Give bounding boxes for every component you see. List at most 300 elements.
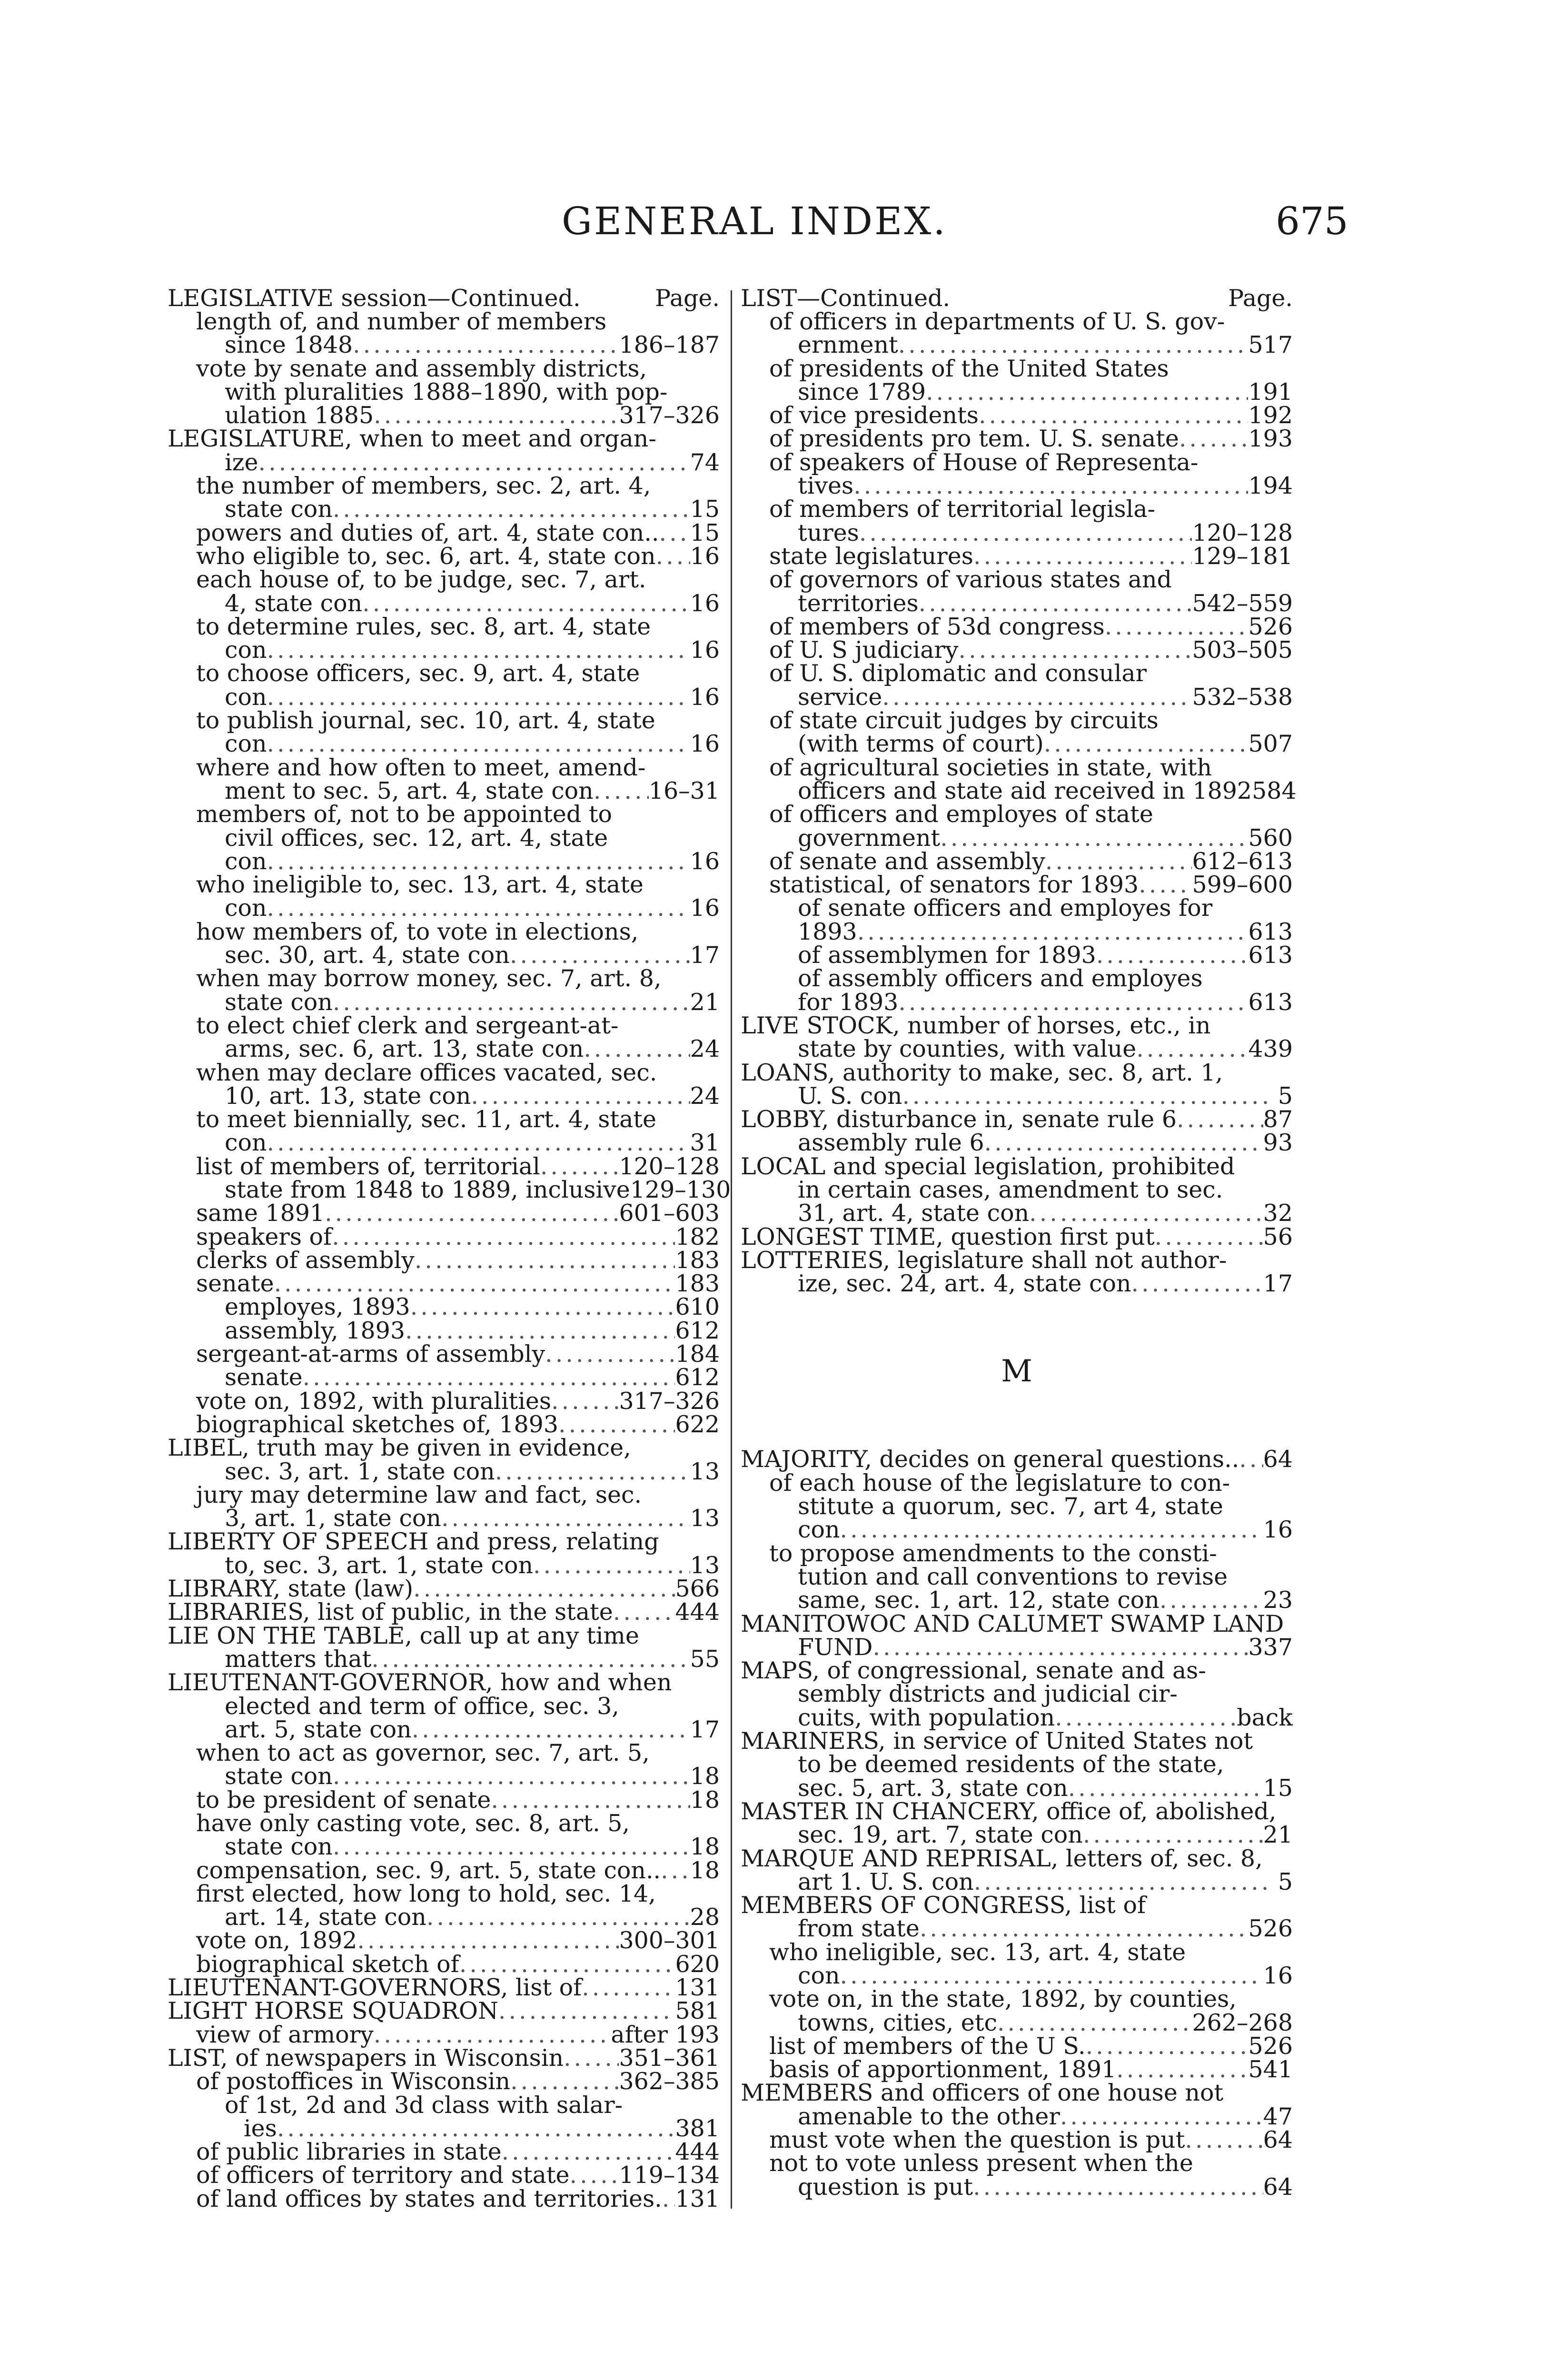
entry-text: ulation 1885: [225, 402, 374, 429]
index-entry: [741, 1821, 1293, 1849]
entry-text: state con: [225, 1763, 333, 1790]
right-column-heading: [741, 287, 1293, 310]
left-column: [168, 285, 731, 2212]
entry-text: powers and duties of, art. 4, state con..: [196, 519, 659, 546]
index-entry: [741, 310, 1293, 333]
entry-text: vote by senate and assembly districts,: [196, 355, 647, 382]
page-number: 675: [1276, 199, 1348, 243]
index-entry: [741, 2058, 1293, 2081]
index-entry: [741, 1706, 1293, 1729]
index-entry: [168, 1551, 720, 1579]
entry-page-ref: 23: [1263, 1587, 1293, 1614]
entry-text: sec. 3, art. 1, state con: [225, 1458, 495, 1485]
entry-page-ref: 612–613: [1192, 847, 1293, 875]
entry-text: tures: [798, 519, 859, 546]
entry-text: who ineligible to, sec. 13, art. 4, state: [196, 871, 644, 899]
entry-text: LIBRARIES, list of public, in the state: [168, 1598, 613, 1626]
leader-dots: [1179, 427, 1249, 450]
index-entry: [741, 566, 1293, 594]
entry-text: vote on, 1892, with pluralities: [196, 1387, 552, 1415]
index-entry: [168, 920, 720, 943]
entry-text: MAJORITY, decides on general questions..: [741, 1446, 1239, 1473]
index-entry: [741, 709, 1293, 732]
index-entry: [741, 497, 1293, 521]
entry-text: state con: [225, 1833, 333, 1861]
index-entry: [168, 1061, 720, 1084]
entry-page-ref: 16: [690, 730, 720, 758]
index-entry: [168, 803, 720, 826]
entry-page-ref: 560: [1248, 824, 1293, 852]
entry-page-ref: 184: [675, 1340, 720, 1368]
entry-text: vote on, 1892: [196, 1927, 357, 1954]
entry-text: con: [225, 683, 267, 711]
leader-dots: [973, 545, 1192, 568]
leader-dots: [840, 1518, 1263, 1541]
index-entry: [741, 662, 1293, 685]
leader-dots: [1239, 1448, 1263, 1471]
entry-text: sergeant-at-arms of assembly: [196, 1340, 545, 1368]
entry-page-ref: 526: [1248, 613, 1293, 640]
entry-page-ref: 186–187: [619, 331, 720, 359]
index-entry: [168, 1295, 720, 1319]
leader-dots: [332, 1225, 675, 1249]
index-entry: [168, 2138, 720, 2166]
right-column: [741, 285, 1297, 2201]
entry-text: of members of 53d congress: [769, 613, 1105, 640]
leader-dots: [564, 2046, 619, 2070]
index-entry: [741, 1657, 1293, 1685]
entry-page-ref: 17: [690, 942, 720, 969]
index-entry: [168, 1718, 720, 1741]
leader-dots: [997, 2011, 1192, 2034]
entry-text: each house of, to be judge, sec. 7, art.: [196, 566, 646, 594]
entry-page-ref: 5: [1278, 1082, 1293, 1110]
entry-text: MANITOWOC AND CALUMET SWAMP LAND: [741, 1610, 1284, 1637]
entry-page-ref: 93: [1263, 1129, 1293, 1157]
entry-text: of each house of the legislature to con-: [769, 1469, 1230, 1497]
index-entry: [741, 2152, 1293, 2175]
leader-dots: [510, 2070, 619, 2093]
leader-dots: [277, 2117, 675, 2140]
index-entry: [168, 1741, 720, 1765]
leader-dots: [859, 521, 1192, 545]
index-entry: [168, 1129, 720, 1157]
index-entry: [741, 1633, 1293, 1661]
leader-dots: [584, 1037, 690, 1061]
entry-text: tution and call conventions to revise: [798, 1563, 1228, 1590]
index-entry: [168, 404, 720, 427]
section-letter: M: [1001, 1354, 1032, 1389]
entry-page-ref: 131: [675, 1974, 720, 2002]
entry-page-ref: 541: [1248, 2056, 1293, 2083]
index-entry: [741, 967, 1293, 990]
page-title: GENERAL INDEX.: [562, 199, 947, 243]
entry-text: LIEUTENANT-GOVERNOR, how and when: [168, 1669, 672, 1696]
leader-dots: [371, 1647, 690, 1671]
entry-text: MEMBERS and officers of one house not: [741, 2079, 1224, 2107]
entry-page-ref: 610: [675, 1293, 720, 1321]
index-entry: [168, 1176, 731, 1203]
index-entry: [741, 1037, 1293, 1061]
index-entry: [741, 1894, 1293, 1917]
index-entry: [741, 2175, 1293, 2199]
entry-text: for 1893: [798, 988, 899, 1016]
index-entry: [168, 1856, 720, 1884]
entry-text: biographical sketch of: [196, 1950, 459, 1978]
page-label: Page.: [655, 285, 720, 312]
index-entry: [168, 1788, 720, 1812]
entry-page-ref: 183: [675, 1246, 720, 1274]
index-entry: [741, 1753, 1293, 1776]
entry-page-ref: 601–603: [619, 1200, 720, 1227]
entry-page-ref: 622: [675, 1410, 720, 1438]
index-entry: [168, 497, 720, 521]
entry-page-ref: 317–326: [619, 1387, 720, 1415]
entry-page-ref: 439: [1248, 1035, 1293, 1063]
index-entry: [168, 1434, 720, 1462]
entry-text: to be deemed residents of the state,: [798, 1751, 1224, 1778]
entry-text: LOBBY, disturbance in, senate rule 6: [741, 1106, 1177, 1133]
entry-text: of state circuit judges by circuits: [769, 707, 1159, 734]
index-entry: [741, 826, 1293, 850]
entry-text: state con: [225, 988, 333, 1016]
entry-text: to propose amendments to the consti-: [769, 1539, 1217, 1567]
entry-page-ref: back: [1237, 1704, 1293, 1731]
leader-dots: [872, 1636, 1248, 1659]
entry-page-ref: 13: [690, 1551, 720, 1579]
entry-text: of assemblymen for 1893: [798, 942, 1096, 969]
index-entry: [168, 1201, 720, 1225]
entry-text: amenable to the other: [798, 2102, 1060, 2130]
entry-text: of 1st, 2d and 3d class with salar-: [225, 2091, 623, 2119]
index-entry: [168, 662, 720, 685]
index-entry: [168, 1246, 720, 1274]
index-entry: [168, 1410, 720, 1438]
leader-dots: [491, 1788, 690, 1812]
entry-page-ref: 120–128: [619, 1152, 720, 1180]
entry-page-ref: after 193: [611, 2021, 720, 2048]
entry-text: in certain cases, amendment to sec.: [798, 1176, 1223, 1203]
leader-dots: [333, 497, 690, 521]
entry-page-ref: 119–134: [619, 2162, 720, 2189]
entry-page-ref: 74: [690, 448, 720, 476]
leader-dots: [1116, 2058, 1248, 2081]
index-entry: [168, 1366, 720, 1389]
index-entry: [168, 566, 720, 594]
index-entry: [741, 1870, 1293, 1894]
index-entry: [741, 1612, 1293, 1636]
entry-text: MARQUE AND REPRISAL, letters of, sec. 8,: [741, 1844, 1263, 1872]
entry-text: cuits, with population: [798, 1704, 1055, 1731]
index-entry: [741, 448, 1293, 476]
entry-text: sec. 19, art. 7, state con: [798, 1821, 1083, 1849]
entry-text: MARINERS, in service of United States not: [741, 1727, 1253, 1755]
entry-text: statistical, of senators for 1893: [769, 871, 1139, 899]
entry-page-ref: 542–559: [1192, 589, 1293, 617]
leader-dots: [582, 1976, 675, 1999]
entry-text: state by counties, with value: [798, 1035, 1137, 1063]
leader-dots: [1185, 2128, 1263, 2152]
leader-dots: [898, 333, 1249, 357]
entry-text: state from 1848 to 1889, inclusive: [225, 1176, 630, 1203]
entry-text: MASTER IN CHANCERY, office of, abolished,: [741, 1797, 1277, 1825]
entry-text: of senate and assembly: [769, 847, 1045, 875]
entry-text: senate: [225, 1364, 303, 1391]
index-entry: [168, 871, 720, 899]
leader-dots: [1131, 1272, 1263, 1295]
index-entry: [741, 1776, 1293, 1800]
index-entry: [741, 756, 1293, 779]
entry-text: to choose officers, sec. 9, art. 4, state: [196, 660, 640, 687]
entry-text: of land offices by states and territories.: [196, 2185, 662, 2212]
entry-page-ref: 16–31: [648, 777, 720, 804]
entry-text: LIBRARY, state (law): [168, 1575, 414, 1603]
index-entry: [168, 2187, 720, 2211]
leader-dots: [919, 592, 1192, 615]
index-entry: [741, 357, 1293, 380]
entry-text: members of, not to be appointed to: [196, 801, 613, 828]
entry-text: of U. S judiciary: [769, 636, 959, 664]
entry-page-ref: 194: [1248, 472, 1293, 500]
leader-dots: [594, 779, 649, 803]
entry-page-ref: 64: [1263, 2126, 1293, 2154]
entry-text: U. S. con: [798, 1082, 902, 1110]
entry-text: to elect chief clerk and sergeant-at-: [196, 1012, 619, 1039]
entry-text: basis of apportionment, 1891: [769, 2056, 1117, 2083]
entry-text: question is put: [798, 2173, 973, 2201]
entry-text: list of members of the U S.: [769, 2032, 1086, 2060]
index-entry: [168, 826, 720, 850]
entry-text: 3, art. 1, state con: [225, 1505, 441, 1532]
index-entry: [741, 1495, 1293, 1518]
column-divider: [731, 290, 732, 2209]
entry-text: clerks of assembly: [196, 1246, 415, 1274]
entry-page-ref: 381: [675, 2114, 720, 2142]
index-entry: [168, 1692, 720, 1720]
entry-text: same, sec. 1, art. 12, state con: [798, 1587, 1160, 1614]
index-entry: [741, 1201, 1293, 1225]
entry-text: compensation, sec. 9, art. 5, state con..: [196, 1856, 661, 1884]
index-entry: [741, 1061, 1293, 1084]
leader-dots: [882, 685, 1192, 709]
leader-dots: [510, 943, 690, 967]
entry-page-ref: 613: [1248, 918, 1293, 945]
index-entry: [168, 448, 720, 476]
entry-page-ref: 526: [1248, 2032, 1293, 2060]
entry-page-ref: 16: [1263, 1962, 1293, 1989]
leader-dots: [410, 1295, 675, 1319]
index-entry: [741, 1516, 1293, 1544]
entry-page-ref: 351–361: [619, 2044, 720, 2072]
leader-dots: [1029, 1201, 1263, 1225]
leader-dots: [426, 1905, 690, 1929]
leader-dots: [357, 1929, 619, 1952]
entry-page-ref: 503–505: [1192, 636, 1293, 664]
index-entry: [168, 1833, 720, 1861]
leader-dots: [1105, 615, 1249, 638]
entry-page-ref: 15: [690, 496, 720, 523]
entry-text: of vice presidents: [769, 402, 979, 429]
index-entry: [741, 615, 1293, 638]
index-entry: [741, 1797, 1293, 1825]
entry-page-ref: 5: [1278, 1868, 1293, 1895]
entry-text: assembly rule 6: [798, 1129, 984, 1157]
index-entry: [168, 685, 720, 709]
leader-dots: [374, 2023, 611, 2046]
entry-page-ref: 526: [1248, 1915, 1293, 1943]
entry-page-ref: 599–600: [1192, 871, 1293, 899]
leader-dots: [415, 1249, 675, 1272]
entry-page-ref: 584: [1252, 777, 1297, 804]
entry-text: territories: [798, 589, 919, 617]
entry-text: government: [798, 824, 941, 852]
entry-text: con: [798, 1962, 840, 1989]
index-entry: [741, 472, 1293, 500]
entry-text: tives: [798, 472, 854, 500]
entry-text: of officers of territory and state: [196, 2162, 570, 2189]
entry-text: sec. 30, art. 4, state con: [225, 942, 510, 969]
entry-text: con: [225, 730, 267, 758]
index-entry: [741, 1565, 1293, 1588]
index-entry: [168, 1528, 720, 1556]
entry-text: LIST, of newspapers in Wisconsin: [168, 2044, 564, 2072]
entry-page-ref: 17: [690, 1716, 720, 1743]
leader-dots: [258, 451, 690, 474]
leader-dots: [1160, 1588, 1263, 1612]
index-entry: [168, 2046, 720, 2070]
leader-dots: [558, 1413, 675, 1436]
index-entry: [741, 1964, 1293, 1987]
index-entry: [168, 310, 720, 333]
index-entry: [168, 1671, 720, 1694]
entry-text: civil offices, sec. 12, art. 4, state: [225, 824, 608, 852]
index-entry: [168, 2114, 720, 2142]
index-entry: [741, 1152, 1293, 1180]
left-column-heading: [168, 287, 720, 310]
leader-dots: [267, 732, 690, 755]
entry-page-ref: 16: [1263, 1516, 1293, 1544]
entry-text: arms, sec. 6, art. 13, state con: [225, 1035, 584, 1063]
continued-heading: LIST—Continued.: [741, 285, 951, 312]
entry-text: same 1891: [196, 1200, 325, 1227]
entry-page-ref: 192: [1248, 402, 1293, 429]
entry-text: assembly, 1893: [225, 1317, 406, 1344]
leader-dots: [1044, 732, 1249, 755]
index-entry: [168, 2093, 720, 2117]
entry-text: speakers of: [196, 1223, 332, 1250]
entry-page-ref: 317–326: [619, 402, 720, 429]
index-entry: [168, 709, 720, 732]
leader-dots: [413, 1577, 675, 1600]
leader-dots: [902, 1084, 1274, 1108]
entry-text: sec. 5, art. 3, state con: [798, 1774, 1068, 1802]
index-entry: [741, 1588, 1293, 1612]
leader-dots: [267, 896, 690, 920]
index-entry: [741, 589, 1293, 617]
index-entry: [168, 1905, 720, 1929]
entry-text: art. 5, state con: [225, 1716, 412, 1743]
entry-text: service: [798, 683, 882, 711]
entry-page-ref: 507: [1248, 730, 1293, 758]
leader-dots: [1139, 873, 1192, 896]
index-entry: [168, 1974, 720, 2002]
entry-text: 4, state con: [225, 589, 363, 617]
index-entry: [741, 730, 1293, 758]
index-entry: [741, 638, 1293, 662]
entry-text: of public libraries in state: [196, 2138, 502, 2166]
index-entry: [168, 730, 720, 758]
entry-text: when may declare offices vacated, sec.: [196, 1059, 657, 1086]
entry-text: LEGISLATURE, when to meet and organ-: [168, 425, 656, 453]
leader-dots: [973, 2175, 1263, 2199]
leader-dots: [333, 1835, 690, 1858]
entry-page-ref: 182: [675, 1223, 720, 1250]
leader-dots: [353, 333, 619, 357]
entry-page-ref: 613: [1248, 942, 1293, 969]
entry-text: to, sec. 3, art. 1, state con: [225, 1551, 534, 1579]
index-entry: [168, 1037, 720, 1061]
entry-page-ref: 16: [690, 683, 720, 711]
entry-text: LOTTERIES, legislature shall not author-: [741, 1246, 1227, 1274]
leader-dots: [412, 1718, 690, 1741]
index-entry: [741, 1682, 1293, 1706]
leader-dots: [1177, 1108, 1263, 1131]
entry-text: length of, and number of members: [196, 308, 607, 335]
leader-dots: [959, 638, 1192, 662]
index-entry: [741, 1246, 1293, 1274]
leader-dots: [613, 1600, 675, 1624]
index-entry: [741, 2102, 1293, 2130]
index-entry: [168, 1929, 720, 1952]
index-entry: [168, 896, 720, 920]
entry-page-ref: 16: [690, 589, 720, 617]
entry-page-ref: 64: [1263, 1446, 1293, 1473]
index-entry: [168, 988, 720, 1016]
entry-text: since 1789: [798, 378, 926, 406]
leader-dots: [1083, 1823, 1263, 1846]
entry-text: LOCAL and special legislation, prohibited: [741, 1152, 1235, 1180]
leader-dots: [551, 1389, 619, 1413]
leader-dots: [920, 1917, 1249, 1940]
leader-dots: [1096, 943, 1249, 967]
leader-dots: [274, 1272, 675, 1295]
leader-dots: [926, 380, 1248, 404]
index-entry: [168, 638, 720, 662]
entry-text: con: [798, 1516, 840, 1544]
entry-page-ref: 581: [675, 1997, 720, 2025]
entry-text: elected and term of office, sec. 3,: [225, 1692, 619, 1720]
entry-text: LIGHT HORSE SQUADRON: [168, 1997, 498, 2025]
leader-dots: [459, 1953, 675, 1976]
entry-page-ref: 13: [690, 1458, 720, 1485]
index-entry: [741, 847, 1293, 875]
entry-text: 10, art. 13, state con: [225, 1082, 471, 1110]
leader-dots: [1045, 850, 1192, 873]
index-entry: [741, 1448, 1293, 1471]
entry-page-ref: 17: [1263, 1270, 1293, 1298]
entry-page-ref: 131: [675, 2185, 720, 2212]
entry-text: the number of members, sec. 2, art. 4,: [196, 472, 651, 500]
leader-dots: [1155, 1225, 1263, 1249]
index-entry: [741, 1987, 1293, 2011]
index-entry: [168, 1624, 720, 1647]
entry-page-ref: 21: [690, 988, 720, 1016]
entry-text: LIBEL, truth may be given in evidence,: [168, 1434, 631, 1462]
entry-text: employes, 1893: [225, 1293, 410, 1321]
entry-text: of presidents pro tem. U. S. senate: [769, 425, 1179, 453]
index-entry: [168, 615, 720, 638]
index-entry: [741, 1471, 1293, 1495]
